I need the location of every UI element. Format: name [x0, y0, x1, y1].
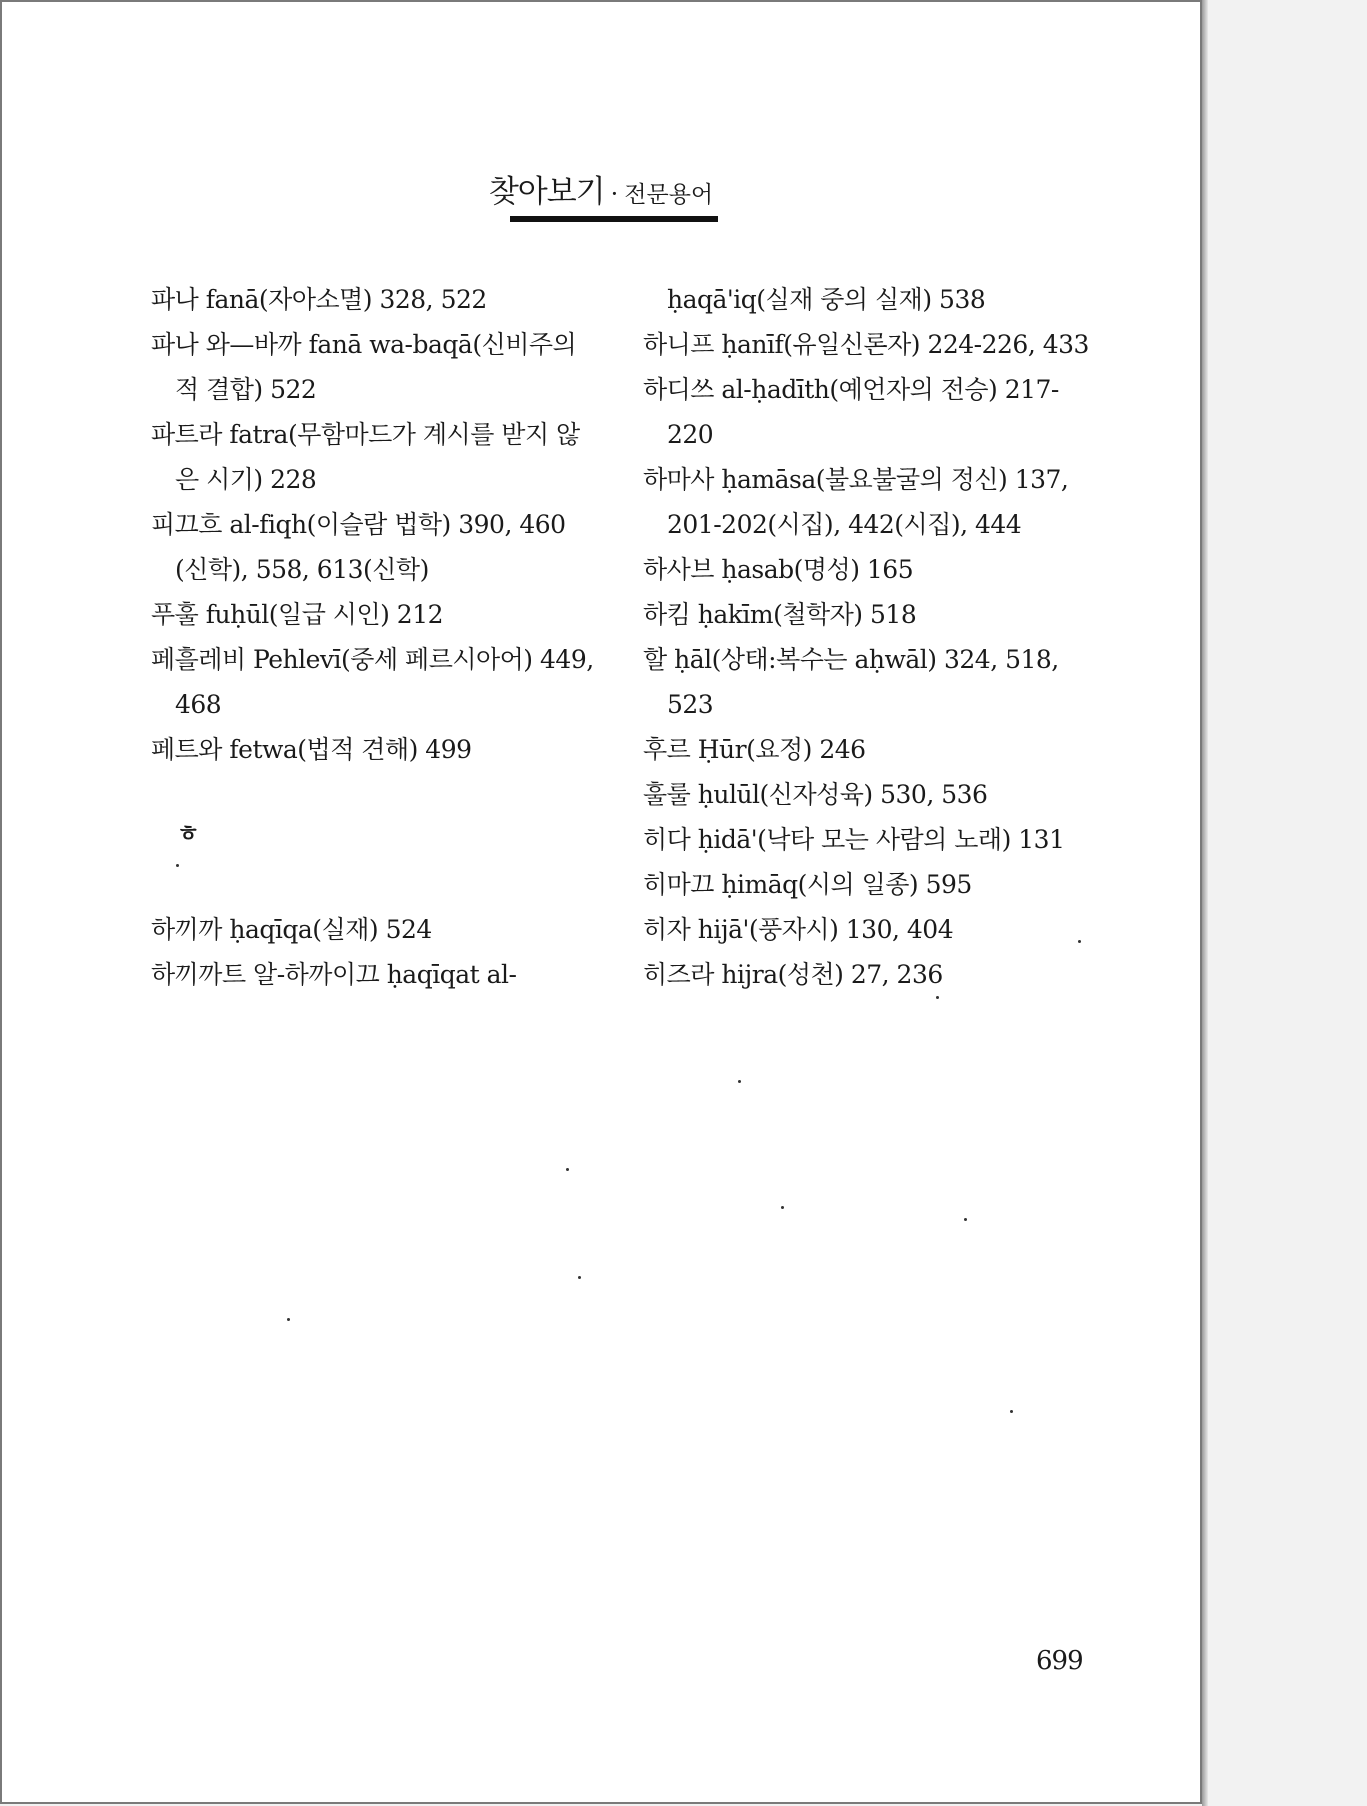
index-line: 훌룰 ḥulūl(신자성육) 530, 536: [643, 780, 988, 809]
index-column-right: [643, 277, 1088, 997]
index-line: 할 ḥāl(상태:복수는 aḥwāl) 324, 518,: [643, 645, 1059, 674]
title-separator: ·: [610, 180, 619, 208]
index-line: 파나 와—바까 fanā wa-baqā(신비주의: [151, 330, 577, 359]
scan-speck: [566, 1168, 569, 1171]
index-line: 후르 Ḥūr(요정) 246: [643, 735, 866, 764]
index-column-left: [151, 277, 601, 997]
scan-speck: [578, 1276, 581, 1279]
index-line: 히다 ḥidā'(낙타 모는 사람의 노래) 131: [643, 825, 1065, 854]
index-line-continued: 220: [667, 420, 714, 449]
index-line-continued: (신학), 558, 613(신학): [175, 555, 429, 584]
index-line: 히즈라 hijra(성천) 27, 236: [643, 960, 943, 989]
index-line-continued: 523: [667, 690, 714, 719]
scan-speck: [738, 1080, 741, 1083]
index-line: 하끼까 ḥaqīqa(실재) 524: [151, 915, 432, 944]
index-line: 페흘레비 Pehlevī(중세 페르시아어) 449,: [151, 645, 594, 674]
index-line: 파트라 fatra(무함마드가 계시를 받지 않: [151, 420, 580, 449]
scan-speck: [781, 1206, 784, 1209]
index-line: 파나 fanā(자아소멸) 328, 522: [151, 285, 487, 314]
index-line-continued: 은 시기) 228: [175, 465, 317, 494]
index-line: 히자 hijā'(풍자시) 130, 404: [643, 915, 954, 944]
page-subtitle: 전문용어: [624, 182, 714, 208]
section-heading: ㅎ: [177, 821, 199, 847]
page-number: 699: [1036, 1646, 1083, 1676]
index-line: 하킴 ḥakīm(철학자) 518: [643, 600, 917, 629]
page-edge-shadow: [1202, 0, 1208, 1806]
index-line-continued: 201-202(시집), 442(시집), 444: [667, 510, 1022, 539]
scan-speck: [1078, 940, 1081, 943]
index-line: 하니프 ḥanīf(유일신론자) 224-226, 433: [643, 330, 1089, 359]
header-underline: [510, 216, 718, 222]
scan-speck: [964, 1218, 967, 1221]
index-line: 피끄흐 al-fiqh(이슬람 법학) 390, 460: [151, 510, 566, 539]
page-title: 찾아보기: [488, 174, 605, 210]
index-line: 히마끄 ḥimāq(시의 일종) 595: [643, 870, 972, 899]
index-line: 하마사 ḥamāsa(불요불굴의 정신) 137,: [643, 465, 1069, 494]
scan-speck: [1010, 1410, 1013, 1413]
index-line-continued: 468: [175, 690, 222, 719]
index-line: 페트와 fetwa(법적 견해) 499: [151, 735, 472, 764]
page-header: [0, 166, 1202, 211]
scan-speck: [936, 996, 939, 999]
index-line: 푸훌 fuḥūl(일급 시인) 212: [151, 600, 444, 629]
index-line-continued: 적 결합) 522: [175, 375, 317, 404]
index-line: 하디쓰 al-ḥadīth(예언자의 전승) 217-: [643, 375, 1059, 404]
index-line: 하사브 ḥasab(명성) 165: [643, 555, 914, 584]
scan-speck: [287, 1318, 290, 1321]
index-line-continued: ḥaqā'iq(실재 중의 실재) 538: [667, 285, 986, 314]
scan-speck: [176, 864, 179, 867]
index-line: 하끼까트 알-하까이끄 ḥaqīqat al-: [151, 960, 517, 989]
